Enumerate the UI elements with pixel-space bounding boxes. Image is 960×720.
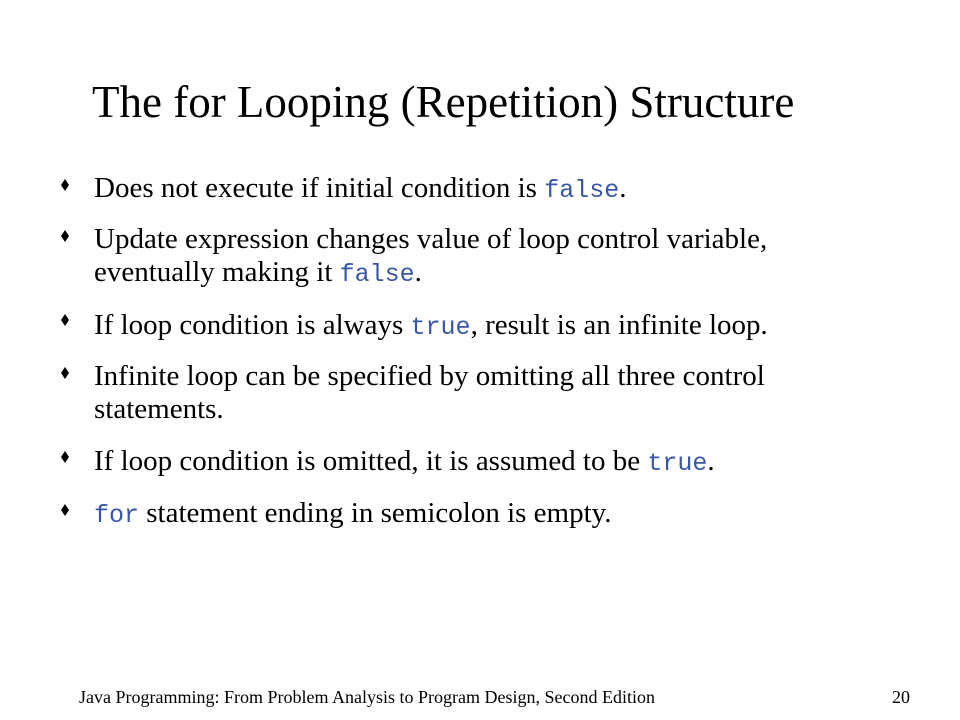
diamond-bullet-icon — [58, 366, 72, 380]
bullet-item — [58, 360, 858, 426]
bullet-text: . — [707, 445, 715, 477]
bullet-item — [58, 444, 858, 481]
diamond-bullet-icon — [58, 229, 72, 243]
bullet-text: . — [414, 256, 422, 288]
code-keyword: true — [410, 313, 471, 342]
bullet-text: If loop condition is omitted, it is assumed to be — [94, 445, 648, 477]
slide-footer: Java Programming: From Problem Analysis to Program Design, Second Edition — [79, 687, 655, 707]
diamond-bullet-icon — [58, 450, 72, 464]
code-keyword: true — [647, 449, 708, 478]
bullet-text: statement ending in semicolon is empty. — [139, 497, 612, 529]
bullet-item — [58, 497, 858, 532]
code-keyword: false — [544, 176, 620, 205]
bullet-text: , result is an infinite loop. — [470, 309, 768, 341]
bullet-item — [58, 223, 858, 291]
code-keyword: false — [339, 260, 415, 289]
slide-title: The for Looping (Repetition) Structure — [92, 77, 795, 127]
bullet-text: Update expression changes value of loop control variable, eventually making it — [94, 223, 768, 288]
diamond-bullet-icon — [58, 503, 72, 517]
bullet-text: Does not execute if initial condition is — [94, 172, 545, 204]
bullet-text: . — [619, 172, 627, 204]
page-number: 20 — [892, 687, 910, 707]
diamond-bullet-icon — [58, 313, 72, 327]
code-keyword: for — [94, 501, 140, 530]
bullet-item — [58, 307, 858, 346]
bullet-text: If loop condition is always — [94, 309, 411, 341]
bullet-list — [58, 172, 858, 532]
diamond-bullet-icon — [58, 178, 72, 192]
bullet-item — [58, 172, 858, 207]
bullet-text: Infinite loop can be specified by omitting all three control statements. — [94, 360, 765, 425]
